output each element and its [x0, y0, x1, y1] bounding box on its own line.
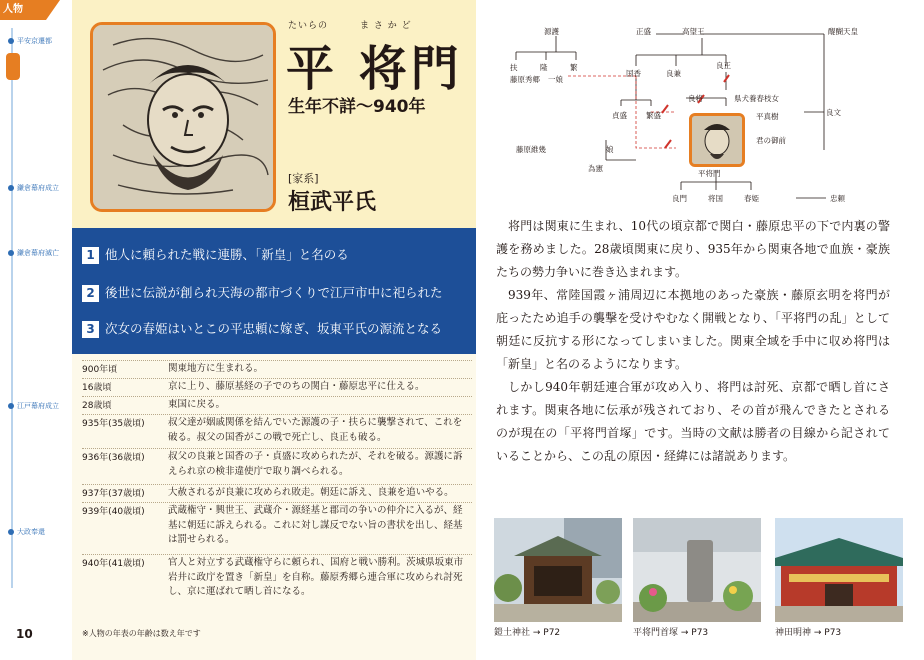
era-taisei-hokan: 大政奉還: [8, 527, 45, 537]
tree-node: 繁盛: [646, 111, 661, 120]
timeline-rail: [0, 0, 70, 660]
tree-node: 良将: [688, 94, 703, 103]
era-kamakura-start: 鎌倉幕府成立: [8, 183, 59, 193]
timeline-footnote: ※人物の年表の年齢は数え年です: [82, 629, 201, 638]
key-points-box: [72, 228, 476, 354]
tree-node: 繁: [570, 63, 578, 72]
table-row: 939年(40歳頃) 武蔵権守・興世王、武蔵介・源経基と郡司の争いの仲介に入るが、経基に朝廷に訴えられる。これに対し謀反でない旨の書状を出し、経基は罰せられる。: [82, 502, 472, 503]
tree-node: 扶: [510, 63, 518, 72]
era-heian: 平安京遷都: [8, 36, 52, 46]
table-row: 28歳頃 東国に戻る。: [82, 396, 472, 397]
tree-node: 国香: [626, 69, 641, 78]
chronology-table: [72, 354, 476, 660]
rail-line: [11, 28, 13, 588]
tree-node: 平真樹: [756, 112, 779, 121]
family-tree: [486, 0, 924, 212]
tree-node: 将国: [708, 194, 723, 203]
tree-node: 高望王: [682, 27, 705, 36]
key-point: 2 後世に伝説が創られ天海の都市づくりで江戸市中に祀られた: [82, 283, 443, 302]
era-edo: 江戸幕府成立: [8, 401, 59, 411]
tree-node: 君の御前: [756, 136, 786, 145]
paragraph: しかし940年朝廷連合軍が攻め入り、将門は討死、京都で晒し首にされます。関東各地に伝承が残されており、その首が飛んできたとされるのが現在の「平将門首塚」です。当時の文献は勝者の目線から記されていることから、この乱の原因・経緯には諸説あります。: [496, 380, 890, 463]
tree-node: 県犬養春枝女: [734, 94, 779, 103]
section-tag: 人物: [0, 0, 46, 20]
tree-portrait: [689, 113, 745, 167]
key-point: 1 他人に頼られた戦に連勝、「新皇」と名のる: [82, 245, 349, 264]
portrait-image: [90, 22, 276, 212]
tree-node: 醍醐天皇: [828, 27, 858, 36]
era-dot-icon: [8, 185, 14, 191]
table-row: 940年(41歳頃) 官人と対立する武蔵権守らに頼られ、国府と戦い勝利。茨城県坂東市岩井に政庁を置き「新皇」を自称。藤原秀郷ら連合軍に攻められ討死し、京に運ばれて晒し首になる。: [82, 554, 472, 555]
tree-node: 隆: [540, 63, 548, 72]
table-row: 937年(37歳頃) 大赦されるが良兼に攻められ敗走。朝廷に訴え、良兼を追いやる。: [82, 484, 472, 485]
tree-node: 忠頼: [830, 194, 845, 203]
tree-node: 春姫: [744, 194, 759, 203]
table-row: 936年(36歳頃) 叔父の良兼と国香の子・貞盛に攻められたが、それを破る。源護に訴えられ京の検非違使庁で取り調べられる。: [82, 448, 472, 449]
era-dot-icon: [8, 403, 14, 409]
era-dot-icon: [8, 250, 14, 256]
paragraph: 将門は関東に生まれ、10代の頃京都で関白・藤原忠平の下で内裏の警護を務めました。28歳頃関東に戻り、935年から関東各地で血族・豪族たちの勢力争いに巻き込まれます。: [496, 219, 890, 279]
tree-node: 正盛: [636, 27, 651, 36]
life-dates: 生年不詳〜940年: [288, 97, 426, 117]
lineage-label: [家系]: [288, 172, 319, 185]
lineage-name: 桓武平氏: [288, 189, 377, 215]
paragraph: 939年、常陸国霞ヶ浦周辺に本拠地のあった豪族・藤原玄明を将門が庇ったため追手の襲撃を受けやむなく開戦となり、「平将門の乱」として朝廷に反抗する形になってしまいました。関東全域を手中に収め将門は「新皇」と名のるようになります。: [496, 288, 890, 371]
era-kamakura-end: 鎌倉幕府滅亡: [8, 248, 59, 258]
tree-node: 良文: [826, 108, 841, 117]
tree-node: 一娘: [548, 75, 563, 84]
ruby-given: ま さ か ど: [360, 21, 412, 31]
photo-caption: 神田明神 → P73: [775, 628, 842, 638]
table-row: 16歳頃 京に上り、藤原基経の子でのちの関白・藤原忠平に仕える。: [82, 378, 472, 379]
tree-node: 藤原秀郷: [510, 75, 540, 84]
photo-caption: 平将門首塚 → P73: [633, 628, 709, 638]
person-name: 平 将門: [286, 41, 463, 97]
tree-node: 良門: [672, 194, 687, 203]
table-row: 900年頃 関東地方に生まれる。: [82, 360, 472, 361]
photo-kubizuka: [633, 518, 761, 622]
ruby-family: たいらの: [288, 21, 329, 31]
tree-node: 娘: [606, 145, 614, 154]
tree-node: 良正: [716, 61, 731, 70]
photo-kanda-myojin: [775, 518, 903, 622]
era-dot-icon: [8, 38, 14, 44]
tree-node: 良兼: [666, 69, 681, 78]
article-body: [496, 215, 890, 468]
photo-caption: 鎧土神社 → P72: [494, 628, 561, 638]
era-marker-active: [6, 53, 20, 80]
page-number: 10: [16, 627, 33, 641]
era-dot-icon: [8, 529, 14, 535]
tree-node: 源護: [544, 27, 559, 36]
tree-node: 藤原維幾: [516, 145, 546, 154]
table-row: 935年(35歳頃) 叔父達が姻戚関係を結んでいた源護の子・扶らに襲撃されて、これを破る。叔父の国香がこの戦で死亡し、良正も破る。: [82, 414, 472, 415]
tree-node: 平将門: [698, 169, 721, 178]
tree-node: 為憲: [588, 164, 603, 173]
tree-node: 貞盛: [612, 111, 627, 120]
photo-shrine-1: [494, 518, 622, 622]
key-point: 3 次女の春姫はいとこの平忠頼に嫁ぎ、坂東平氏の源流となる: [82, 319, 442, 338]
